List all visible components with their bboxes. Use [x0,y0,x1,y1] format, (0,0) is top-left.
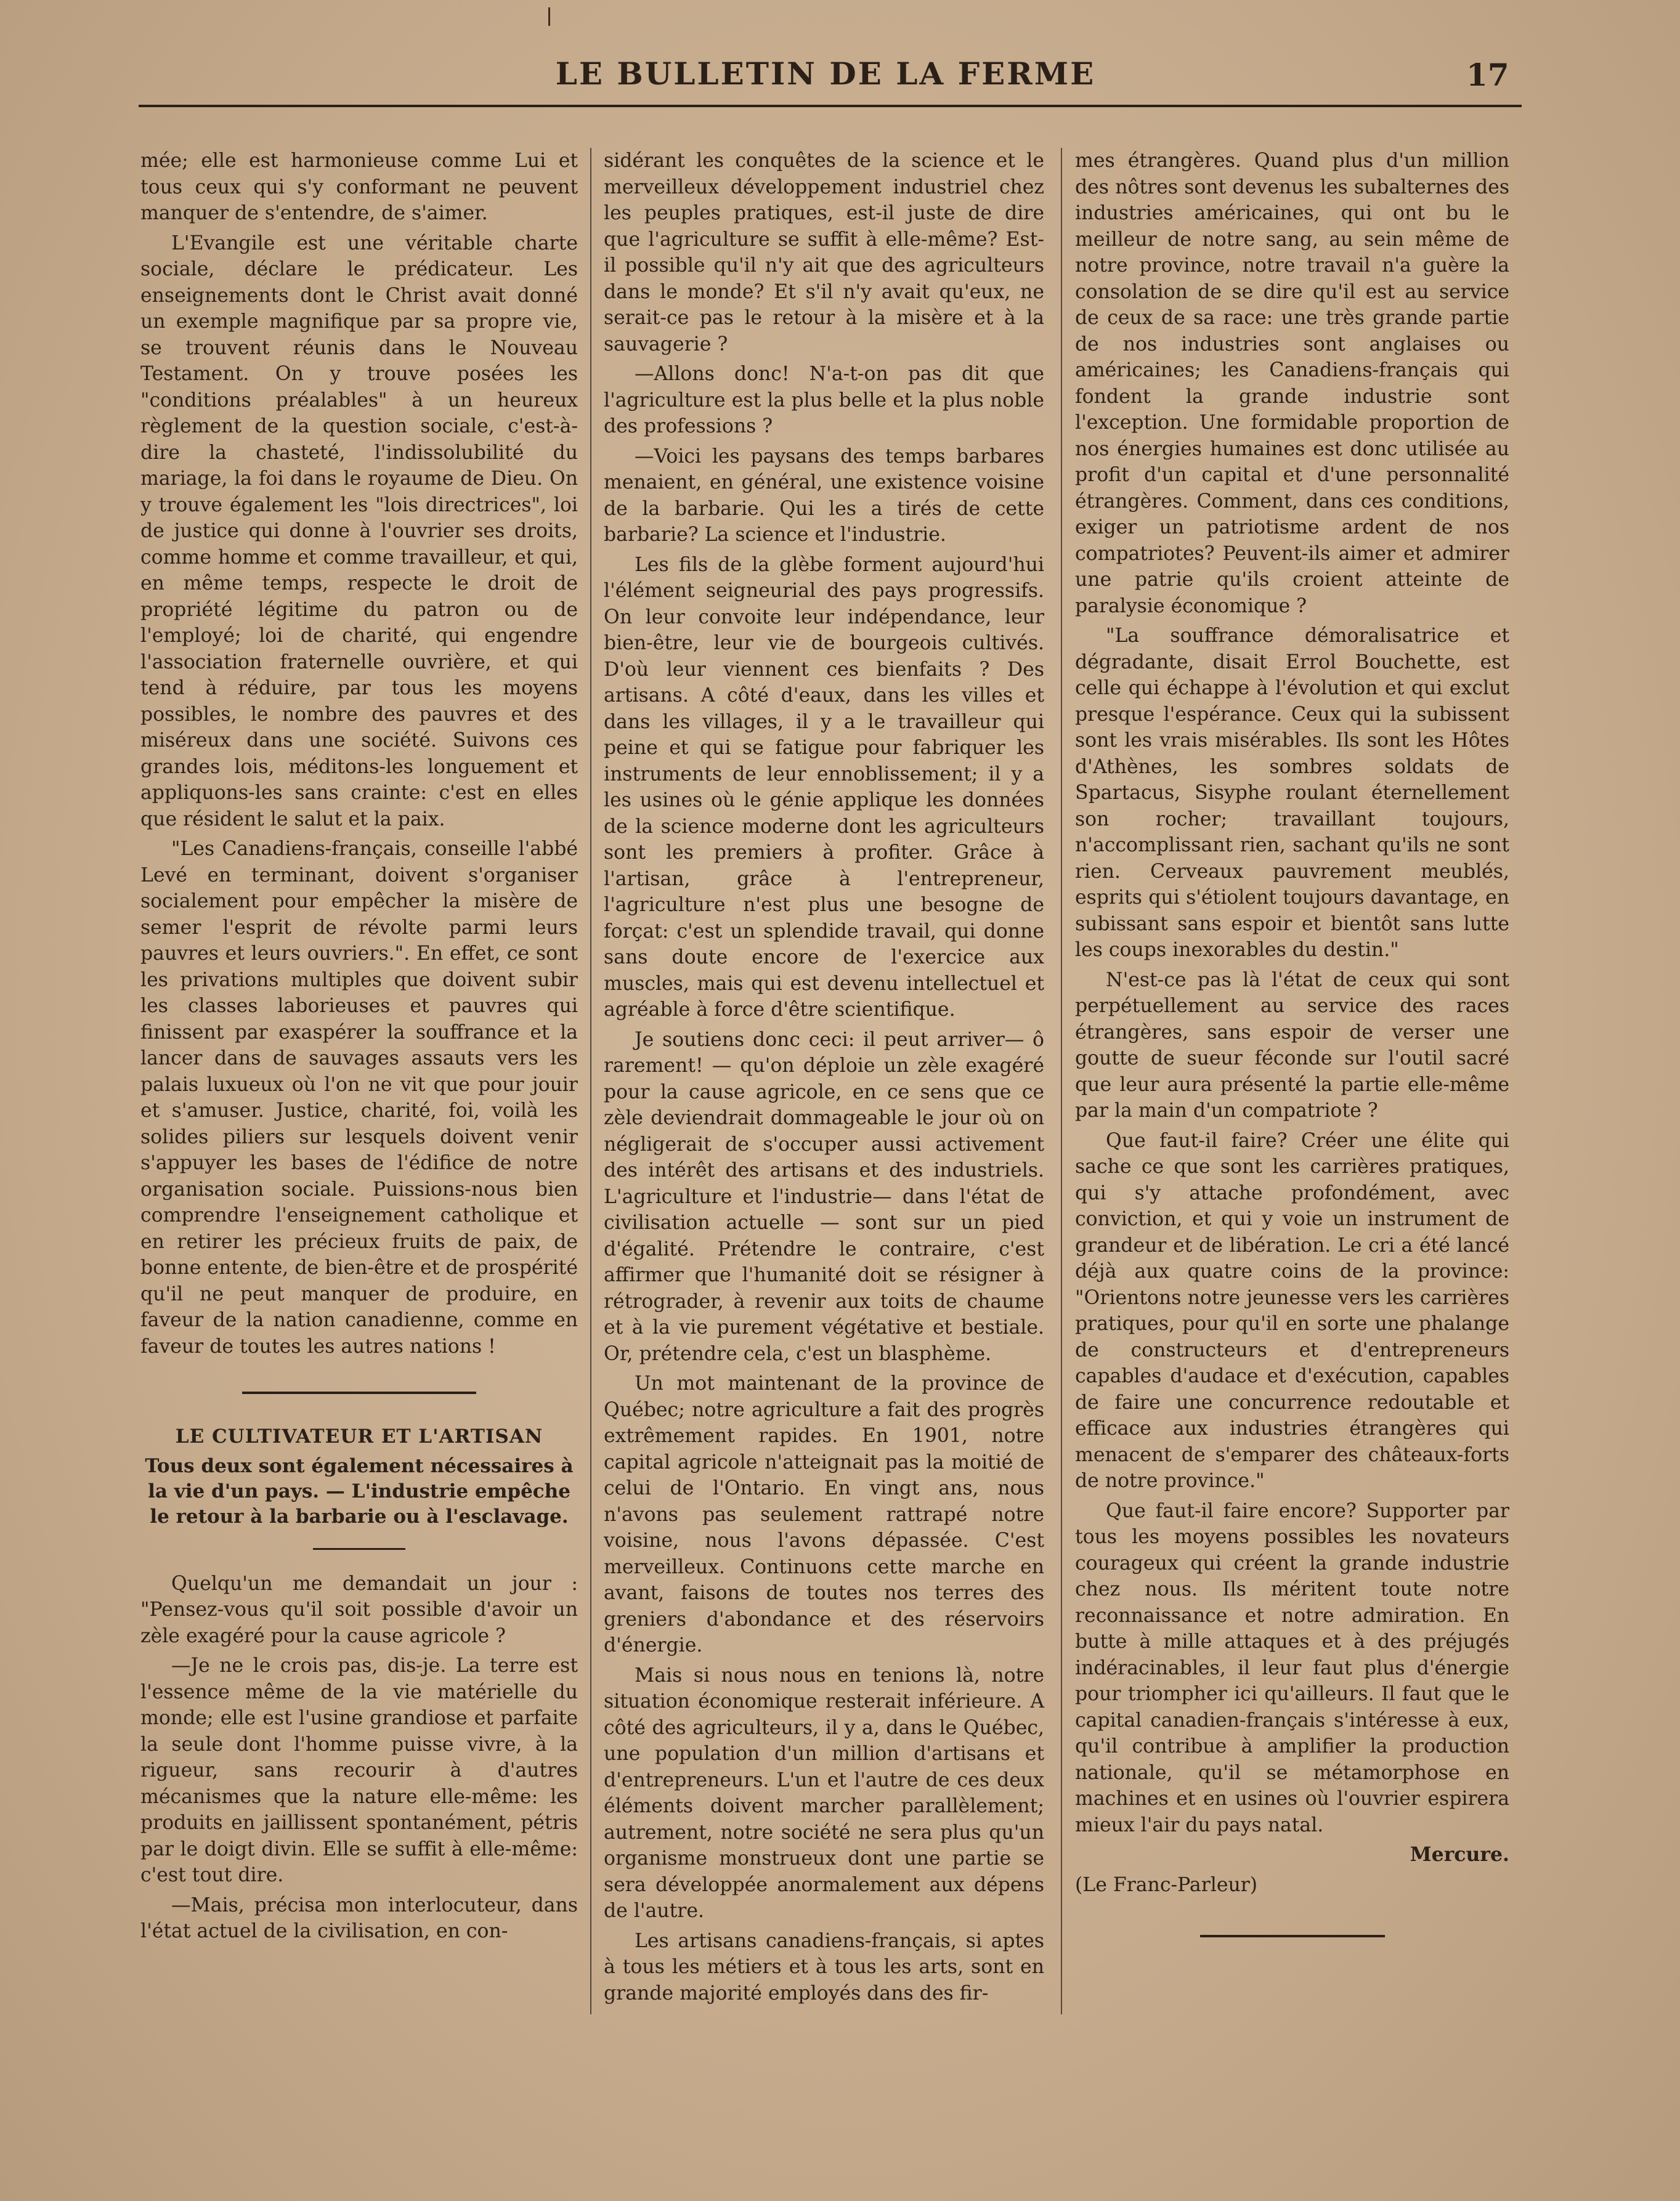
paragraph: Un mot maintenant de la province de Québec; notre agriculture a fait des progrès extrêmement rapides. En 1901, notre capital agricole n'atteignait pas la moitié de celui de l'Ontario. En vingt ans, nous n'avons pas seulement rattrapé notre voisine, nous l'avons dépassée. C'est merveilleux. Continuons cette marche en avant, faisons de toutes nos terres des greniers d'abondance et des réservoirs d'énergie. [604,1372,1044,1656]
paragraph: Je soutiens donc ceci: il peut arriver— ô rarement! — qu'on déploie un zèle exagéré pour la cause agricole, en ce sens que ce zèle deviendrait dommageable le jour où on négligerait de s'occuper aussi activement des intérêt des artisans et des industriels. L'agriculture et l'industrie— dans l'état de civilisation actuelle — sont sur un pied d'égalité. Prétendre le contraire, c'est affirmer que l'humanité doit se résigner à rétrograder, à revenir aux toits de chaume et à la vie purement végétative et bestiale. Or, prétendre cela, c'est un blasphème. [604,1028,1044,1365]
paragraph: Que faut-il faire? Créer une élite qui sache ce que sont les carrières pratiques, qui s'y attache profondément, avec conviction, et qui y voie un instrument de grandeur et de libération. Le cri a été lancé déjà aux quatre coins de la province: "Orientons notre jeunesse vers les carrières pratiques, pour qu'il en sorte une phalange de constructeurs et d'entrepreneurs capables d'audace et d'exécution, capables de faire une concurrence redoutable et efficace aux industries étrangères qui menacent de s'emparer des châteaux-forts de notre province." [1075,1129,1509,1492]
paragraph: —Je ne le crois pas, dis-je. La terre est l'essence même de la vie matérielle du monde; elle est l'usine grandiose et parfaite la seule dont l'homme puisse vivre, à la rigueur, sans recourir à d'autres mécanismes que la nature elle-même: les produits en jaillissent spontanément, pétris par le doigt divin. Elle se suffit à elle-même: c'est tout dire. [140,1655,578,1886]
paragraph: Quelqu'un me demandait un jour : "Pensez-vous qu'il soit possible d'avoir un zèle exagéré pour la cause agricole ? [140,1572,578,1647]
author-signature: Mercure. [1410,1843,1509,1866]
paragraph: N'est-ce pas là l'état de ceux qui sont perpétuellement au service des races étrangères, sans espoir de verser une goutte de sueur féconde sur l'outil sacré que leur aura présenté la partie elle-même par la main d'un compatriote ? [1075,968,1509,1122]
column-3 [1075,148,1509,1937]
publication-title: LE BULLETIN DE LA FERME [555,55,1096,92]
paragraph: —Voici les paysans des temps barbares menaient, en général, une existence voisine de la barbarie. Qui les a tirés de cette barbarie? La science et l'industrie. [604,445,1044,546]
paragraph: Que faut-il faire encore? Supporter par tous les moyens possibles les novateurs courageux qui créent la grande industrie chez nous. Ils méritent toute notre reconnaissance et notre admiration. En butte à mille attaques et à des préjugés indéracinables, il leur faut plus d'énergie pour triompher ici qu'ailleurs. Il faut que le capital canadien-français s'intéresse à eux, qu'il contribue à amplifier la production nationale, qu'il se métamorphose en machines et en usines où l'ouvrier espirera mieux l'air du pays natal. [1075,1499,1509,1836]
header-rule [139,105,1522,107]
paragraph: mes étrangères. Quand plus d'un million des nôtres sont devenus les subalternes des industries américaines, qui ont bu le meilleur de notre sang, au sein même de notre province, notre travail n'a guère la consolation de se dire qu'il est au service de ceux de sa race: une très grande partie de nos industries sont anglaises ou américaines; les Canadiens-français qui fondent la grande industrie sont l'exception. Une formidable proportion de nos énergies humaines est donc utilisée au profit d'un capital et d'une personnalité étrangères. Comment, dans ces conditions, exiger un patriotisme ardent de nos compatriotes? Peuvent-ils aimer et admirer une patrie qu'ils croient atteinte de paralysie économique ? [1075,150,1509,617]
article-separator [242,1392,476,1394]
column-1 [140,148,578,1948]
paragraph: sidérant les conquêtes de la science et le merveilleux développement industriel chez les peuples pratiques, est-il juste de dire que l'agriculture se suffit à elle-même? Est-il possible qu'il n'y ait que des agriculteurs dans le monde? Et s'il n'y avait qu'eux, ne serait-ce pas le retour à la misère et à la sauvagerie ? [604,150,1044,355]
print-mark [548,7,550,26]
paragraph: —Mais, précisa mon interlocuteur, dans l'état actuel de la civilisation, en con- [140,1894,578,1942]
article-subtitle: Tous deux sont également nécessaires à la vie d'un pays. — L'industrie empêche le retour à la barbarie ou à l'esclavage. [145,1454,574,1528]
paragraph: Les fils de la glèbe forment aujourd'hui l'élément seigneurial des pays progressifs. On leur convoite leur indépendance, leur bien-être, leur vie de bourgeois cultivés. D'où leur viennent ces bienfaits ? Des artisans. A côté d'eaux, dans les villes et dans les villages, il y a le travailleur qui peine et qui se fatigue pour fabriquer les instruments de leur ennoblissement; il y a les usines où le génie applique les données de la science moderne dont les agriculteurs sont les premiers à profiter. Grâce à l'artisan, grâce à l'entrepreneur, l'agriculture n'est plus une besogne de forçat: c'est un splendide travail, qui donne sans doute encore de l'exercice aux muscles, mais qui est devenu intellectuel et agréable à force d'être scientifique. [604,553,1044,1021]
page-number: 17 [1466,57,1509,93]
subtitle-separator [313,1548,405,1550]
paragraph: —Allons donc! N'a-t-on pas dit que l'agriculture est la plus belle et la plus noble des professions ? [604,363,1044,437]
paragraph: "Les Canadiens-français, conseille l'abbé Levé en terminant, doivent s'organiser socialement pour empêcher la misère de semer l'esprit de révolte parmi leurs pauvres et leurs ouvriers.". En effet, ce sont les privations multiples que doivent subir les classes laborieuses et pauvres qui finissent par exaspérer la souffrance et la lancer dans de sauvages assauts vers les palais luxueux où l'on ne vit que pour jouir et s'amuser. Justice, charité, foi, voilà les solides piliers sur lesquels doivent venir s'appuyer les bases de l'édifice de notre organisation sociale. Puissions-nous bien comprendre l'enseignement catholique et en retirer les précieux fruits de paix, de bonne entente, de bien-être et de prospérité qu'il ne peut manquer de produire, en faveur de la nation canadienne, comme en faveur de toutes les autres nations ! [140,838,578,1358]
source-credit: (Le Franc-Parleur) [1075,1873,1258,1896]
end-rule [1200,1935,1385,1937]
page-header [0,43,1680,117]
paragraph: mée; elle est harmonieuse comme Lui et tous ceux qui s'y conformant ne peuvent manquer de s'entendre, de s'aimer. [140,150,578,224]
paragraph: "La souffrance démoralisatrice et dégradante, disait Errol Bouchette, est celle qui échappe à l'évolution et qui exclut presque l'espérance. Ceux qui la subissent sont les vrais misérables. Ils sont les Hôtes d'Athènes, les sombres soldats de Spartacus, Sisyphe roulant éternellement son rocher; travaillant toujours, n'accomplissant rien, sachant qu'ils ne sont rien. Cerveaux pauvrement meublés, esprits qui s'étiolent toujours davantage, en subissant sans espoir et bientôt sans lutte les coups inexorables du destin." [1075,625,1509,961]
article-title: LE CULTIVATEUR ET L'ARTISAN [175,1425,543,1448]
column-divider-2 [1061,148,1062,2014]
paragraph: L'Evangile est une véritable charte sociale, déclare le prédicateur. Les enseignements dont le Christ avait donné un exemple magnifique par sa propre vie, se trouvent réunis dans le Nouveau Testament. On y trouve posées les "conditions préalables" à un heureux règlement de la question sociale, c'est-à-dire la chasteté, l'indissolubilité du mariage, la foi dans le royaume de Dieu. On y trouve également les "lois directrices", loi de justice qui donne à l'ouvrier ses droits, comme homme et comme travailleur, et qui, en même temps, respecte le droit de propriété légitime du patron ou de l'employé; loi de charité, qui engendre l'association fraternelle ouvrière, et qui tend à réduire, par tous les moyens possibles, le nombre des pauvres et des miséreux dans une société. Suivons ces grandes lois, méditons-les longuement et appliquons-les sans crainte: c'est en elles que résident le salut et la paix. [140,232,578,830]
paragraph: Les artisans canadiens-français, si aptes à tous les métiers et à tous les arts, sont en grande majorité employés dans des fir- [604,1929,1044,2004]
column-2 [604,148,1044,2010]
column-divider-1 [590,148,591,2014]
paragraph: Mais si nous nous en tenions là, notre situation économique resterait inférieure. A côté des agriculteurs, il y a, dans le Québec, une population d'un million d'artisans et d'entrepreneurs. L'un et l'autre de ces deux éléments doivent marcher parallèlement; autrement, notre société ne sera plus qu'un organisme monstrueux dont une partie se sera développée anormalement aux dépens de l'autre. [604,1664,1044,1922]
